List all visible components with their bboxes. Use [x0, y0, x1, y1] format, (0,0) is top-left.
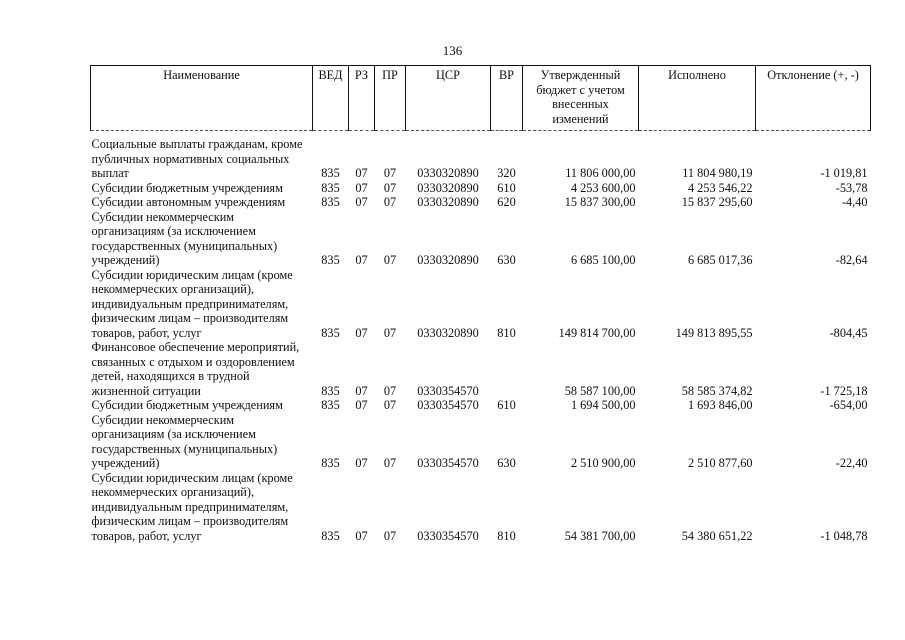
table-body	[91, 131, 871, 544]
cell-name: Субсидии некоммерческим организациям (за исключением государственных (муниципальных) учреждений)	[91, 209, 278, 267]
cell-executed: 58 585 374,82	[681, 383, 753, 398]
cell-approved: 4 253 600,00	[570, 180, 636, 195]
cell-ved: 835	[321, 528, 340, 543]
cell-ved: 835	[321, 253, 340, 267]
cell-csr: 0330320890	[417, 253, 479, 267]
cell-csr: 0330320890	[417, 325, 479, 340]
cell-approved: 6 685 100,00	[570, 253, 636, 267]
cell-ved: 835	[321, 180, 340, 195]
table-row	[91, 398, 871, 413]
header-ved: ВЕД	[313, 66, 349, 131]
cell-executed: 4 253 546,22	[687, 180, 753, 195]
cell-executed: 6 685 017,36	[687, 253, 753, 267]
cell-pr: 07	[383, 456, 397, 470]
cell-approved: 2 510 900,00	[570, 456, 636, 470]
cell-approved: 58 587 100,00	[564, 383, 636, 398]
cell-pr: 07	[383, 180, 397, 195]
table-row	[91, 181, 871, 196]
table-row	[91, 413, 871, 471]
cell-ved: 835	[321, 383, 340, 398]
cell-vr: 810	[497, 528, 516, 543]
cell-name: Субсидии юридическим лицам (кроме некоммерческих организаций), индивидуальным предпринимателям, физическим лицам – производителям товаров, работ, услуг	[91, 267, 293, 340]
cell-pr: 07	[383, 166, 397, 180]
cell-deviation: -654,00	[829, 398, 868, 412]
budget-table	[90, 65, 871, 543]
table-header-row	[91, 66, 871, 131]
cell-pr: 07	[383, 528, 397, 543]
cell-rz: 07	[355, 528, 368, 543]
cell-pr: 07	[383, 398, 397, 412]
cell-name: Субсидии бюджетным учреждениям	[91, 398, 283, 412]
cell-vr	[491, 340, 523, 398]
cell-ved: 835	[321, 195, 340, 209]
cell-rz: 07	[355, 398, 368, 412]
cell-name: Субсидии некоммерческим организациям (за исключением государственных (муниципальных) учреждений)	[91, 412, 278, 470]
cell-vr: 810	[497, 325, 516, 340]
cell-pr: 07	[383, 325, 397, 340]
cell-executed: 11 804 980,19	[682, 166, 753, 180]
cell-pr: 07	[383, 195, 397, 209]
cell-name: Субсидии бюджетным учреждениям	[91, 180, 283, 195]
cell-ved: 835	[321, 166, 340, 180]
cell-csr: 0330354570	[417, 528, 479, 543]
cell-deviation: -804,45	[829, 325, 868, 340]
table-row	[91, 131, 871, 181]
cell-deviation: -1 019,81	[820, 166, 868, 180]
cell-deviation: -53,78	[835, 180, 868, 195]
cell-csr: 0330354570	[417, 456, 479, 470]
cell-executed: 2 510 877,60	[687, 456, 753, 470]
cell-deviation: -1 725,18	[820, 383, 868, 398]
cell-vr: 610	[497, 180, 516, 195]
cell-rz: 07	[355, 180, 368, 195]
cell-rz: 07	[355, 253, 368, 267]
cell-approved: 11 806 000,00	[565, 166, 636, 180]
header-rz: РЗ	[349, 66, 375, 131]
cell-name: Субсидии автономным учреждениям	[91, 195, 286, 209]
cell-csr: 0330354570	[417, 398, 479, 412]
cell-ved: 835	[321, 398, 340, 412]
cell-approved: 1 694 500,00	[570, 398, 636, 412]
cell-deviation: -82,64	[835, 253, 868, 267]
cell-name: Социальные выплаты гражданам, кроме публичных нормативных социальных выплат	[91, 137, 303, 180]
cell-deviation: -1 048,78	[820, 528, 868, 543]
header-vr: ВР	[491, 66, 523, 131]
cell-csr: 0330320890	[417, 195, 479, 209]
table-row	[91, 340, 871, 398]
header-deviation: Отклонение (+, -)	[756, 66, 871, 131]
cell-csr: 0330320890	[417, 180, 479, 195]
cell-csr: 0330320890	[417, 166, 479, 180]
cell-rz: 07	[355, 166, 368, 180]
cell-vr: 620	[497, 195, 516, 209]
cell-rz: 07	[355, 456, 368, 470]
cell-vr: 630	[497, 253, 516, 267]
cell-rz: 07	[355, 325, 368, 340]
table-row	[91, 471, 871, 544]
cell-pr: 07	[383, 253, 397, 267]
header-pr: ПР	[375, 66, 406, 131]
page-number: 136	[442, 43, 463, 58]
header-executed: Исполнено	[639, 66, 756, 131]
cell-executed: 54 380 651,22	[681, 528, 753, 543]
cell-executed: 1 693 846,00	[687, 398, 753, 412]
cell-name: Финансовое обеспечение мероприятий, связанных с отдыхом и оздоровлением детей, находящихся в трудной жизненной ситуации	[91, 340, 300, 398]
cell-executed: 149 813 895,55	[675, 325, 753, 340]
cell-csr: 0330354570	[417, 383, 479, 398]
cell-rz: 07	[355, 383, 368, 398]
header-approved: Утвержденный бюджет с учетом внесенных изменений	[523, 66, 639, 131]
cell-vr: 610	[497, 398, 516, 412]
table-row	[91, 210, 871, 268]
cell-deviation: -4,40	[841, 195, 868, 209]
cell-approved: 15 837 300,00	[564, 195, 636, 209]
table-row	[91, 195, 871, 210]
header-name: Наименование	[91, 66, 313, 131]
cell-deviation: -22,40	[835, 456, 868, 470]
cell-vr: 630	[497, 456, 516, 470]
cell-name: Субсидии юридическим лицам (кроме некоммерческих организаций), индивидуальным предпринимателям, физическим лицам – производителям товаров, работ, услуг	[91, 470, 293, 543]
header-csr: ЦСР	[406, 66, 491, 131]
cell-executed: 15 837 295,60	[681, 195, 753, 209]
table-row	[91, 268, 871, 341]
cell-ved: 835	[321, 456, 340, 470]
cell-vr: 320	[497, 166, 516, 180]
cell-rz: 07	[355, 195, 368, 209]
cell-pr: 07	[383, 383, 397, 398]
cell-ved: 835	[321, 325, 340, 340]
cell-approved: 149 814 700,00	[558, 325, 636, 340]
cell-approved: 54 381 700,00	[564, 528, 636, 543]
